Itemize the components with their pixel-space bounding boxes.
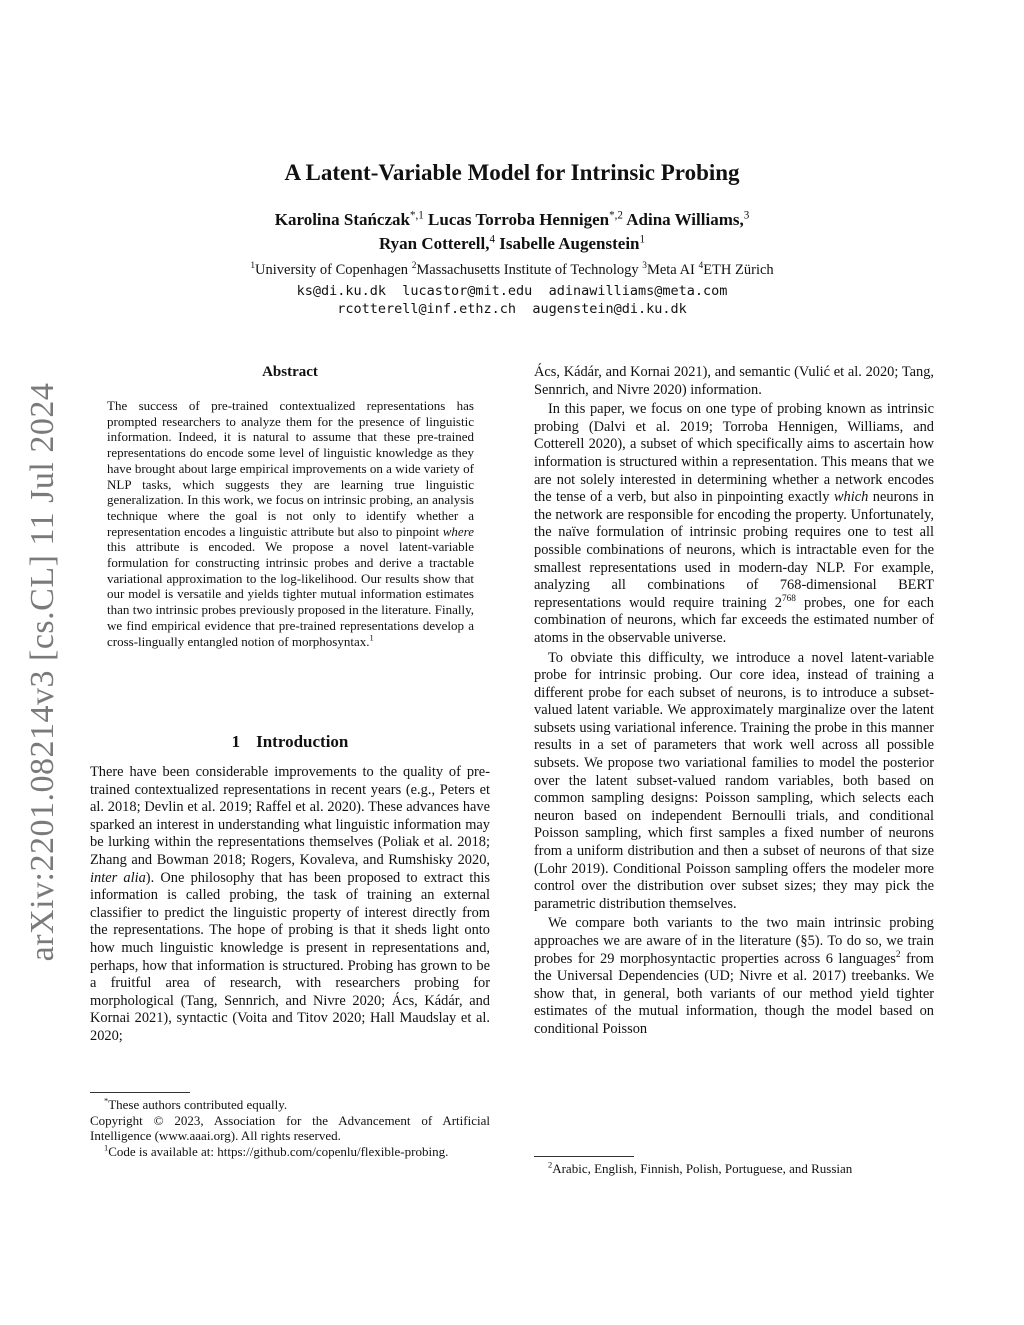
text: from the Universal Dependencies (UD; Nivre et al. 2017) treebanks. We show that, in general, both variants of our method yield tighter estimates of the mutual information, though the model based on conditional Poisson [534,950,934,1037]
affil-mark: 3 [642,261,647,272]
footnote-divider [90,1092,190,1093]
abstract-text: The success of pre-trained contextualized representations has prompted researchers to analyze them for the presence of linguistic information. Indeed, it is natural to assume that these pre-trained representations do encode some level of linguistic knowledge as they have brought about large empirical improvements on a wide variety of NLP tasks, which suggests they are learning true linguistic generalization. In this work, we focus on intrinsic probing, an analysis technique where the goal is not only to identify whether a representation encodes a linguistic attribute but also to pinpoint [107,398,474,539]
footnotes-right [534,1161,934,1177]
footnote-ref[interactable]: 2 [895,949,901,960]
footnote-mark: 2 [548,1159,553,1170]
footnote-ref[interactable]: 1 [369,632,374,643]
section-title: Introduction [256,732,349,751]
affil-mark: 1 [250,261,256,272]
author-line-2 [0,234,1024,254]
arxiv-sidebar [4,370,82,975]
text: There have been considerable improvements to the quality of pre-trained contextualized representations in recent years (e.g., Peters et al. 2018; Devlin et al. 2019; Raffel et al. 2020). These advances have sparked an interest in understanding what linguistic information may be lurking within the representations themselves (Poliak et al. 2018; Zhang and Bowman 2018; Rogers, Kovaleva, and Rumshisky 2020, [90,764,490,868]
paragraph: To obviate this difficulty, we introduce a novel latent-variable probe for intrinsic probing. Our core idea, instead of training a different probe for each subset of neurons, is to introduce a subset-valued latent variable. We approximately marginalize over the latent subsets using variational inference. Training the probe in this manner results in a set of parameters that work well across all possible subsets. We propose two variational families to model the posterior over the latent subset-valued random variables, both based on common sampling designs: Poisson sampling, which selects each neuron based on independent Bernoulli trials, and conditional Poisson sampling, which first samples a fixed number of neurons from a uniform distribution and then a subset of neurons of that size (Lohr 2019). Conditional Poisson sampling offers the modeler more control over the distribution over subset sizes; they may pick the parametric distribution themselves. [534,649,934,912]
author-mark: 1 [639,233,646,246]
left-column-body [90,764,490,1046]
author-name: Ryan Cotterell, [378,234,490,253]
paragraph [534,401,934,647]
section-heading-introduction [90,732,490,752]
footnote-mark: 1 [104,1142,109,1153]
abstract-body [107,398,474,649]
text: probes, one for each combination of neurons, which far exceeds the estimated number of atoms in the observable universe. [534,594,934,646]
author-name: Adina Williams, [626,210,744,229]
footnote [534,1161,934,1177]
author-name: Lucas Torroba Hennigen [428,210,610,229]
affiliation: Massachusetts Institute of Technology [416,262,643,278]
affiliation: Meta AI [646,262,699,278]
affil-mark: 4 [698,261,704,272]
emphasis: inter alia [90,869,146,886]
emphasis: which [833,489,869,506]
footnotes-left [90,1097,490,1159]
section-number: 1 [231,732,241,751]
paragraph [534,915,934,1038]
footnote-text: Arabic, English, Finnish, Polish, Portuguese, and Russian [552,1161,853,1176]
footnote-text: These authors contributed equally. [108,1097,288,1112]
text: In this paper, we focus on one type of probing known as intrinsic probing (Dalvi et al. 2019; Torroba Hennigen, Williams, and Cotterell 2020), a subset of which specifically aims to ascertain how information is structured within a representation. This means that we are not solely interested in determining whether a network encodes the tense of a verb, but also in pinpointing exactly [534,401,934,506]
paragraph: Ács, Kádár, and Kornai 2021), and semantic (Vulić et al. 2020; Tang, Sennrich, and Nivre 2020) information. [534,364,934,398]
author-mark: 3 [743,209,750,222]
abstract-emphasis: where [442,523,474,539]
affiliations [0,262,1024,279]
author-mark: *,1 [409,209,424,222]
author-name: Karolina Stańczak [274,210,410,229]
paper-title: A Latent-Variable Model for Intrinsic Probing [284,160,740,185]
copyright-notice: Copyright © 2023, Association for the Advancement of Artificial Intelligence (www.aaai.org). All rights reserved. [90,1112,490,1143]
affiliation: ETH Zürich [703,262,774,278]
footnote-mark: * [104,1095,109,1106]
superscript: 768 [781,593,796,604]
arxiv-identifier: arXiv:2201.08214v3 [cs.CL] 11 Jul 2024 [24,382,61,962]
abstract-text: this attribute is encoded. We propose a novel latent-variable formulation for constructing intrinsic probes and derive a tractable variational approximation to the log-likelihood. Our results show that our model is versatile and yields tighter mutual information estimates than two intrinsic probes previously proposed in the literature. Finally, we find empirical evidence that pre-trained representations develop a cross-lingually entangled notion of morphosyntax. [107,539,474,649]
email-line-2[interactable]: rcotterell@inf.ethz.ch augenstein@di.ku.dk [337,301,687,317]
author-line-1 [0,210,1024,230]
footnote [90,1144,490,1160]
author-mark: *,2 [609,209,623,222]
footnote-divider [534,1156,634,1157]
footnote-link[interactable]: Code is available at: https://github.com/copenlu/flexible-probing. [108,1143,449,1159]
author-mark: 4 [489,233,495,246]
paragraph [90,764,490,1046]
abstract-heading: Abstract [262,364,318,380]
author-name: Isabelle Augenstein [499,234,640,253]
email-line-1[interactable]: ks@di.ku.dk lucastor@mit.edu adinawilliams@meta.com [296,283,728,299]
right-column-body [534,364,934,1039]
text: neurons in the network are responsible for encoding the property. Unfortunately, the naïve formulation of intrinsic probing requires one to test all possible combinations of neurons, which is intractable even for the smallest representations used in modern-day NLP. For example, analyzing all combinations of 768-dimensional BERT representations would require training 2 [534,489,934,611]
affil-mark: 2 [411,261,417,272]
footnote [90,1097,490,1113]
text: We compare both variants to the two main intrinsic probing approaches we are aware of in the literature (§5). To do so, we train probes for 29 morphosyntactic properties across 6 languages [534,915,934,967]
affiliation: University of Copenhagen [255,262,412,278]
text: ). One philosophy that has been proposed to extract this information is called probing, the task of training an external classifier to predict the linguistic property of interest directly from the representations. The hope of probing is that it sheds light onto how much linguistic knowledge is present in representations and, perhaps, how that information is structured. Probing has grown to be a fruitful area of research, with researchers probing for morphological (Tang, Sennrich, and Nivre 2020; Ács, Kádár, and Kornai 2021), syntactic (Voita and Titov 2020; Hall Maudslay et al. 2020; [90,869,490,1044]
